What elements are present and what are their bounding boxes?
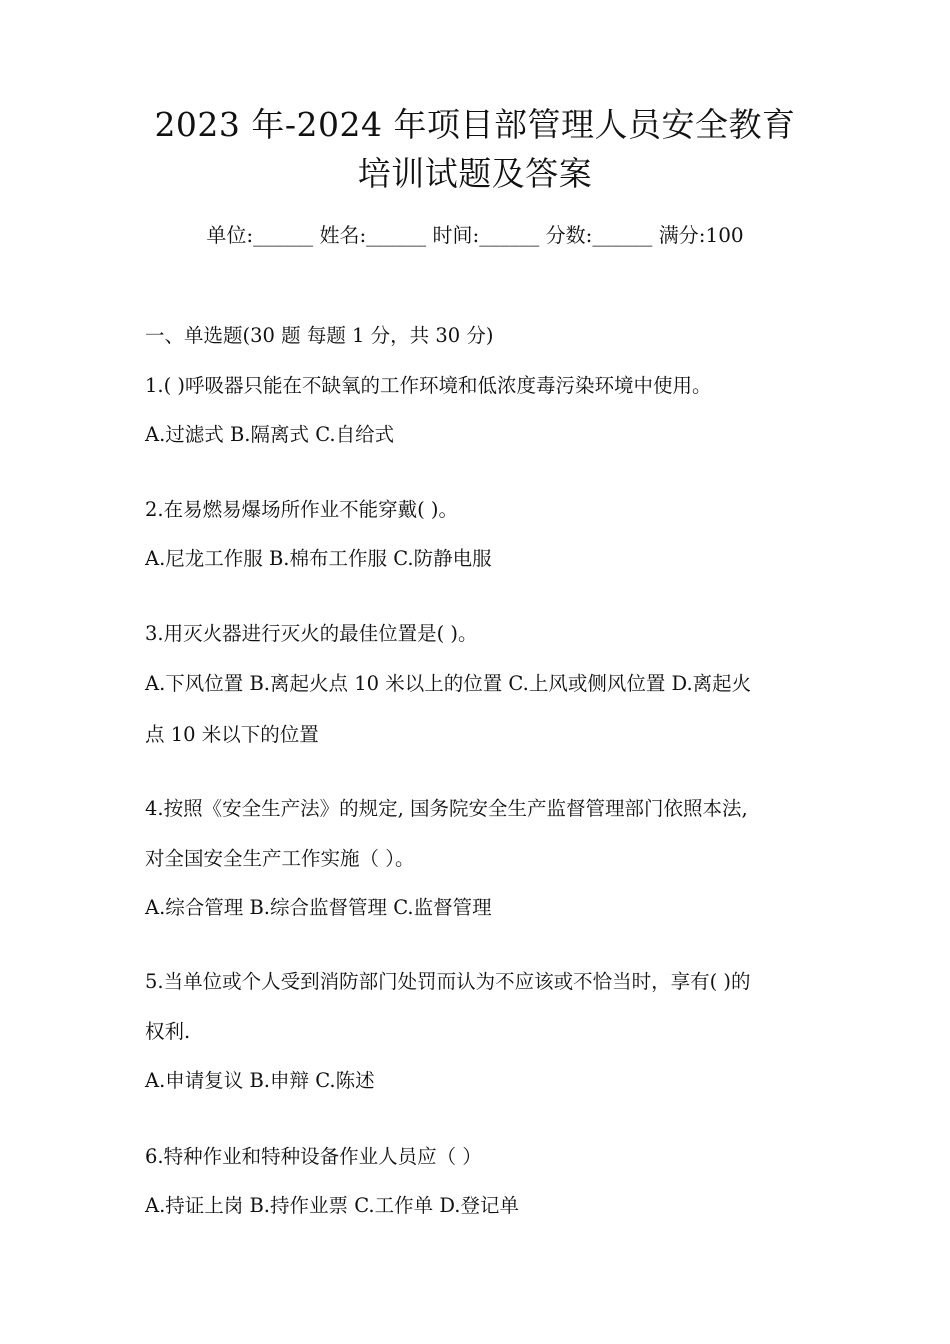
document-title-line-1: 2023 年-2024 年项目部管理人员安全教育 [154,105,796,144]
question-6-text: 6.特种作业和特种设备作业人员应（ ） [145,1145,482,1168]
question-6-options: A.持证上岗 B.持作业票 C.工作单 D.登记单 [145,1194,519,1217]
question-3-options-cont: 点 10 米以下的位置 [145,723,319,746]
question-1-options: A.过滤式 B.隔离式 C.自给式 [145,423,395,446]
question-5-text: 5.当单位或个人受到消防部门处罚而认为不应该或不恰当时，享有( )的 [145,970,751,993]
question-4-text-cont: 对全国安全生产工作实施（ ）。 [145,847,415,870]
section-heading: 一、单选题(30 题 每题 1 分，共 30 分) [145,324,494,347]
question-4-options: A.综合管理 B.综合监督管理 C.监督管理 [145,896,492,919]
question-3-options: A.下风位置 B.离起火点 10 米以上的位置 C.上风或侧风位置 D.离起火 [145,672,752,695]
question-2-text: 2.在易燃易爆场所作业不能穿戴( )。 [145,498,459,521]
exam-info-line: 单位:______ 姓名:______ 时间:______ 分数:______ 满分:100 [206,223,744,247]
question-3-text: 3.用灭火器进行灭火的最佳位置是( )。 [145,622,478,645]
question-5-options: A.申请复议 B.申辩 C.陈述 [145,1069,375,1092]
question-2-options: A.尼龙工作服 B.棉布工作服 C.防静电服 [145,547,492,570]
question-4-text: 4.按照《安全生产法》的规定, 国务院安全生产监督管理部门依照本法, [145,797,748,820]
question-1-text: 1.( )呼吸器只能在不缺氧的工作环境和低浓度毒污染环境中使用。 [145,374,712,397]
document-title-line-2: 培训试题及答案 [357,154,593,193]
question-5-text-cont: 权利. [145,1020,191,1043]
